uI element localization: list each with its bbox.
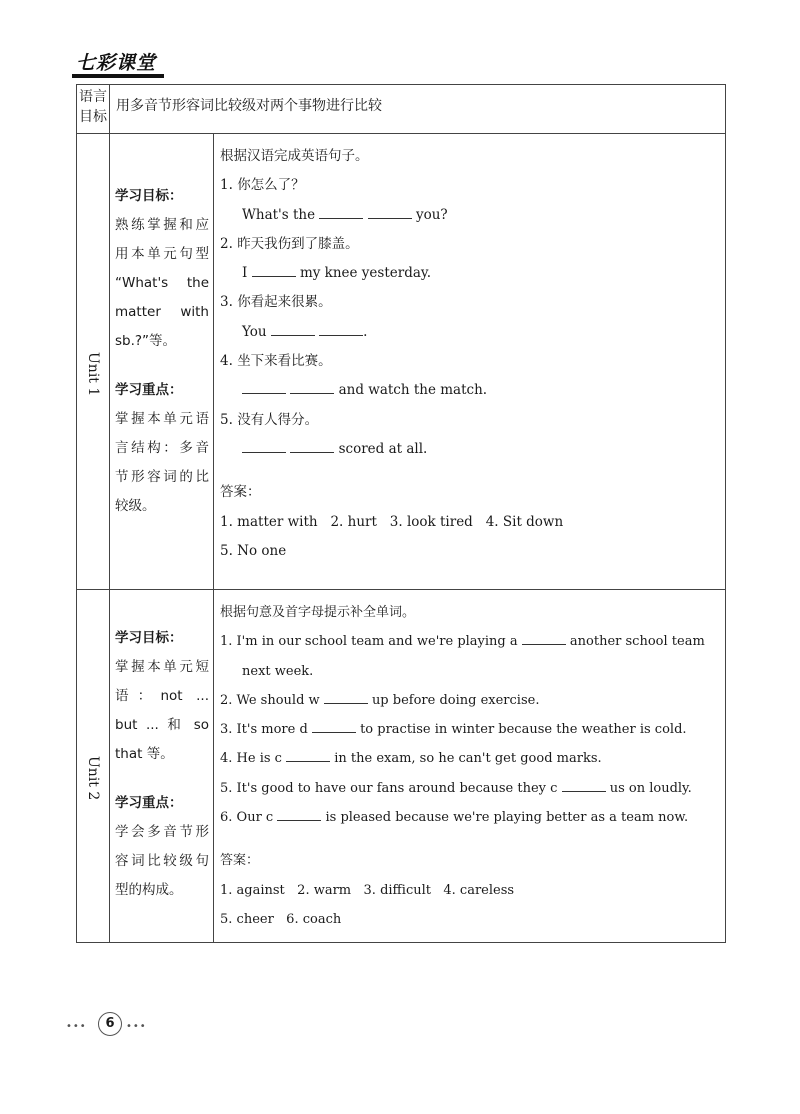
unit-2-label: Unit 2 [85,756,101,801]
objective-heading: 学习目标： [115,630,183,646]
question-cn: 5. 没有人得分。 [220,411,319,428]
question: 3. It's more d to practise in winter because the weather is cold. [220,722,687,738]
question-en: and watch the match. [220,376,721,405]
page-number-badge [62,1012,152,1034]
unit-1-row [77,134,726,590]
question: 1. I'm in our school team and we're playing a another school team [220,634,705,650]
answer-blank[interactable] [522,634,566,645]
answer-blank[interactable] [368,208,412,219]
answer-blank[interactable] [324,693,368,704]
question-en: What's the you? [242,206,448,223]
question-en: I my knee yesterday. [242,265,432,282]
question-cn: 2. 昨天我伤到了膝盖。 [220,235,359,252]
objective-line: 语：not ... [115,688,209,704]
answers-line: 1. against 2. warm 3. difficult 4. careless [220,882,515,898]
answer-blank[interactable] [286,751,330,762]
objective-line: matter with [115,304,209,320]
answer-label: 答案： [220,484,261,501]
objective-line: 掌握本单元短 [115,659,209,675]
answers-line: 5. No one [220,542,287,559]
question-en: scored at all. [220,435,721,464]
language-goal-label [77,85,110,134]
objective-line: 熟练掌握和应 [115,217,209,233]
lesson-table [76,84,726,943]
objective-line: but ... 和 so [115,717,209,733]
question: 2. We should w up before doing exercise. [220,692,540,708]
unit-2-row [77,590,726,943]
answers-line: 5. cheer 6. coach [220,911,342,927]
answer-blank[interactable] [277,810,321,821]
answer-blank[interactable] [252,266,296,277]
answer-blank[interactable] [242,383,286,394]
objective-line: “What's the [115,275,209,291]
brand-logo: 七彩课堂 [76,52,157,74]
focus-line: 容词比较级句 [115,853,209,869]
question-cn: 1. 你怎么了？ [220,177,305,194]
language-goal-text: 用多音节形容词比较级对两个事物进行比较 [116,98,382,114]
instruction: 根据句意及首字母提示补全单词。 [220,605,416,620]
objective-line: 用本单元句型 [115,246,209,262]
page-dots-left: ••• [66,1021,87,1032]
focus-line: 较级。 [115,498,156,514]
question-cn: 4. 坐下来看比赛。 [220,353,332,370]
answer-blank[interactable] [319,325,363,336]
language-goal-label-line1: 语言 [79,89,107,105]
unit-1-objectives [110,134,214,590]
focus-line: 学会多音节形 [115,824,209,840]
page-number: 6 [98,1012,122,1036]
question-en: You . [242,323,368,340]
instruction: 根据汉语完成英语句子。 [220,148,369,164]
unit-2-exercise [214,590,726,943]
focus-line: 掌握本单元语 [115,411,209,427]
unit-1-label: Unit 1 [85,351,101,396]
question-cont: next week. [242,663,314,679]
answer-blank[interactable] [271,325,315,336]
focus-line: 节形容词的比 [115,469,209,485]
question-cn: 3. 你看起来很累。 [220,294,332,311]
question: 6. Our c is pleased because we're playing better as a team now. [220,810,689,826]
focus-line: 型的构成。 [115,882,183,898]
brand-underline [72,74,164,78]
page-dots-right: ••• [126,1021,147,1032]
focus-line: 言结构：多音 [115,440,209,456]
objective-line: sb.?”等。 [115,333,177,349]
answer-blank[interactable] [562,781,606,792]
question: 5. It's good to have our fans around because they c us on loudly. [220,780,692,796]
question: 4. He is c in the exam, so he can't get good marks. [220,751,602,767]
answer-blank[interactable] [319,208,363,219]
unit-1-label-cell [77,134,110,590]
focus-heading: 学习重点： [115,382,183,398]
unit-2-objectives [110,590,214,943]
objective-heading: 学习目标： [115,188,183,204]
unit-2-label-cell [77,590,110,943]
objective-line: that 等。 [115,746,174,762]
answer-blank[interactable] [290,442,334,453]
language-goal-row [77,85,726,134]
language-goal-label-line2: 目标 [79,109,107,125]
answer-blank[interactable] [242,442,286,453]
answer-blank[interactable] [312,722,356,733]
answer-label: 答案： [220,853,260,869]
answer-blank[interactable] [290,383,334,394]
focus-heading: 学习重点： [115,795,183,811]
unit-1-exercise [214,134,726,590]
answers-line: 1. matter with 2. hurt 3. look tired 4. Sit down [220,513,564,530]
